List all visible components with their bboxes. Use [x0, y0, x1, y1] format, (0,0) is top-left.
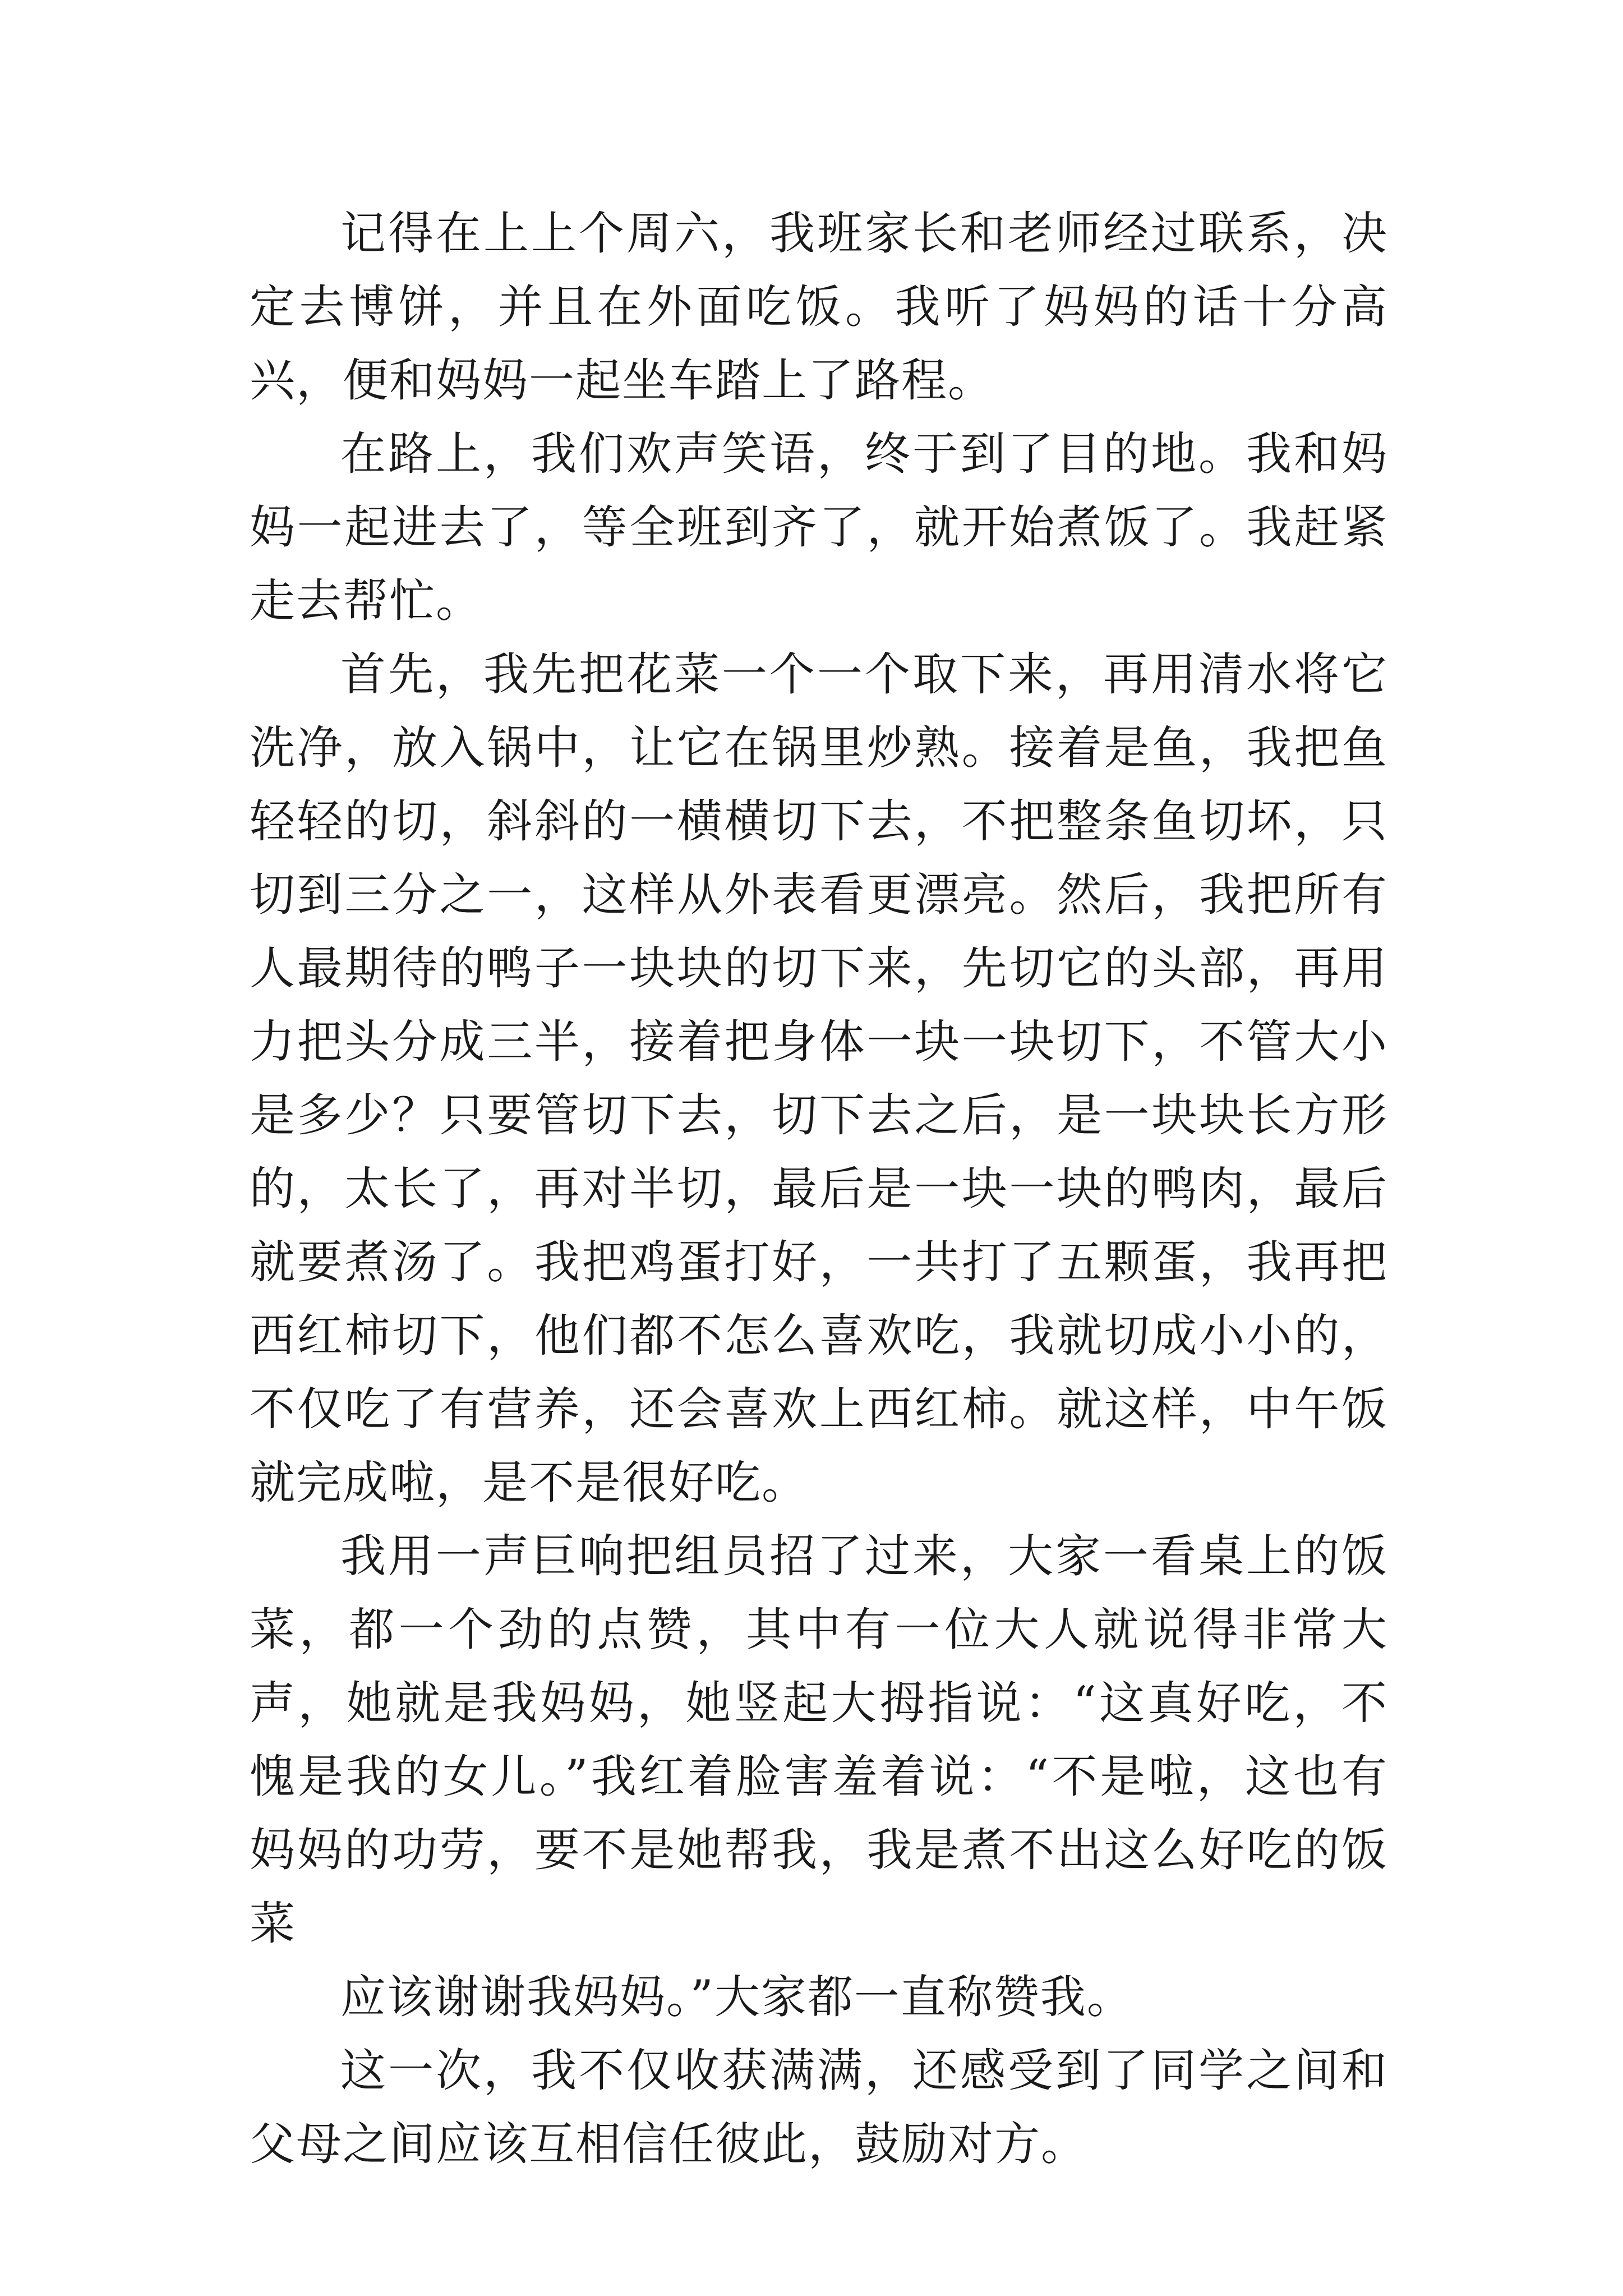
paragraph-2: 在路上，我们欢声笑语，终于到了目的地。我和妈妈一起进去了，等全班到齐了，就开始煮饭了。我赶紧走去帮忙。: [250, 428, 1388, 628]
paragraph-5: 应该谢谢我妈妈。”大家都一直称赞我。: [340, 1971, 1133, 2024]
paragraph-3: 首先，我先把花菜一个一个取下来，再用清水将它洗净，放入锅中，让它在锅里炒熟。接着是鱼，我把鱼轻轻的切，斜斜的一横横切下去，不把整条鱼切坏，只切到三分之一，这样从外表看更漂亮。然后，我把所有人最期待的鸭子一块块的切下来，先切它的头部，再用力把头分成三半，接着把身体一块一块切下，不管大小是多少？只要管切下去，切下去之后，是一块块长方形的，太长了，再对半切，最后是一块一块的鸭肉，最后就要煮汤了。我把鸡蛋打好，一共打了五颗蛋，我再把西红柿切下，他们都不怎么喜欢吃，我就切成小小的，不仅吃了有营养，还会喜欢上西红柿。就这样，中午饭就完成啦，是不是很好吃。: [250, 648, 1388, 1510]
paragraph-1: 记得在上上个周六，我班家长和老师经过联系，决定去博饼，并且在外面吃饭。我听了妈妈的话十分高兴，便和妈妈一起坐车踏上了路程。: [250, 208, 1388, 407]
paragraph-4: 我用一声巨响把组员招了过来，大家一看桌上的饭菜，都一个劲的点赞，其中有一位大人就说得非常大声，她就是我妈妈，她竖起大拇指说：“这真好吃，不愧是我的女儿。”我红着脸害羞着说：“不是啦，这也有妈妈的功劳，要不是她帮我，我是煮不出这么好吃的饭菜: [250, 1530, 1388, 1950]
paragraph-6: 这一次，我不仅收获满满，还感受到了同学之间和父母之间应该互相信任彼此，鼓励对方。: [250, 2045, 1388, 2171]
document-body: [250, 197, 1388, 2182]
